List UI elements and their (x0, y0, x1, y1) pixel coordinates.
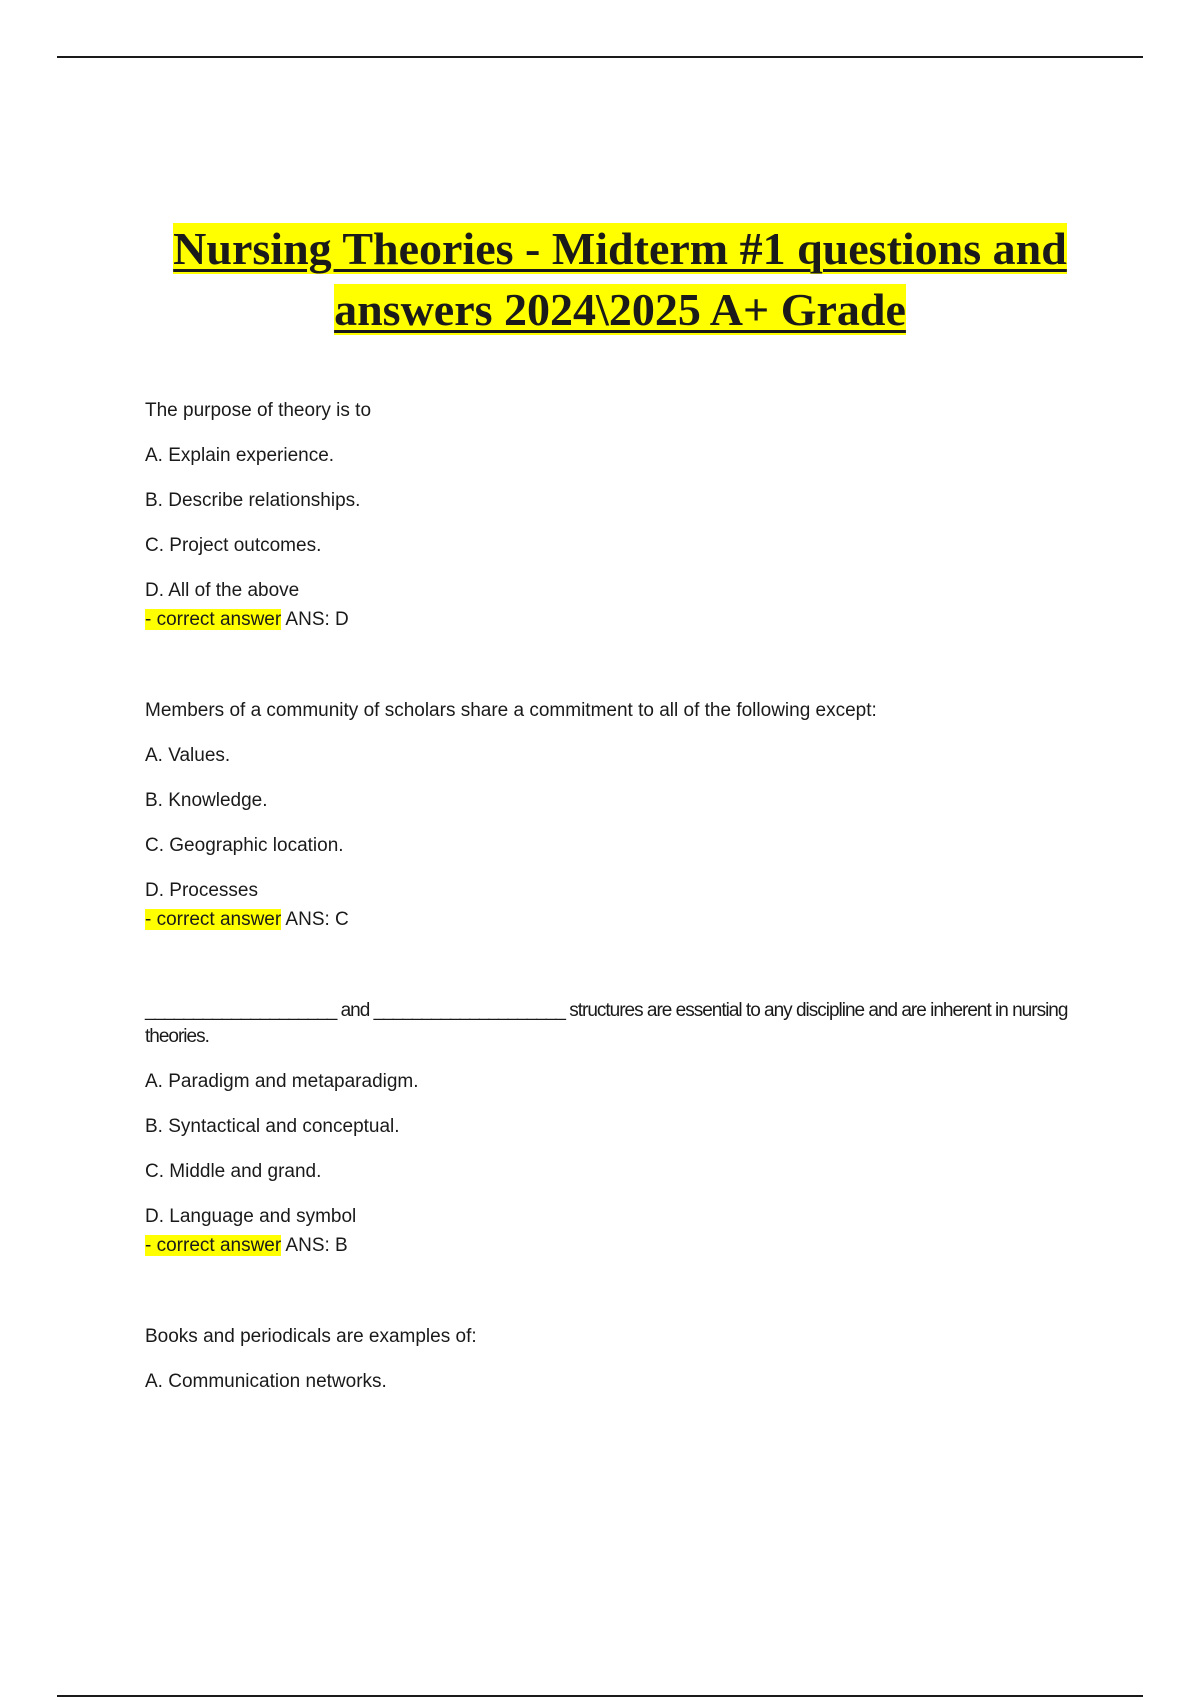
question-stem: ____________________ and ____________________ structures are essential to any discipline and are inherent in nursing theories. (145, 1000, 1068, 1047)
header-rule (57, 56, 1143, 58)
option-c: C. Project outcomes. (145, 535, 322, 556)
question-2 (145, 698, 1105, 933)
option-a: A. Explain experience. (145, 445, 335, 466)
question-4 (145, 1324, 1105, 1395)
title-line-2: answers 2024\2025 A+ Grade (334, 284, 906, 335)
option-b: B. Knowledge. (145, 790, 268, 811)
option-d: D. Processes (145, 880, 258, 901)
question-stem: The purpose of theory is to (145, 400, 372, 421)
correct-answer-tag: - correct answer (145, 609, 282, 630)
option-a: A. Communication networks. (145, 1371, 387, 1392)
answer-line (145, 907, 1105, 933)
correct-answer-tag: - correct answer (145, 1235, 282, 1256)
option-a: A. Values. (145, 745, 231, 766)
answer-line (145, 1233, 1105, 1259)
question-3 (145, 998, 1105, 1259)
option-b: B. Describe relationships. (145, 490, 361, 511)
question-1 (145, 398, 1105, 633)
option-c: C. Middle and grand. (145, 1161, 322, 1182)
question-list (145, 398, 1105, 1460)
answer-line (145, 607, 1105, 633)
option-c: C. Geographic location. (145, 835, 344, 856)
option-b: B. Syntactical and conceptual. (145, 1116, 400, 1137)
title-line-1: Nursing Theories - Midterm #1 questions and (173, 223, 1067, 274)
footer-rule (57, 1695, 1143, 1697)
answer-value: ANS: B (281, 1235, 348, 1256)
answer-value: ANS: D (281, 609, 349, 630)
option-d: D. Language and symbol (145, 1206, 357, 1227)
question-stem: Members of a community of scholars share a commitment to all of the following except: (145, 700, 877, 721)
answer-value: ANS: C (281, 909, 349, 930)
question-stem: Books and periodicals are examples of: (145, 1326, 477, 1347)
option-a: A. Paradigm and metaparadigm. (145, 1071, 419, 1092)
correct-answer-tag: - correct answer (145, 909, 282, 930)
document-title (120, 218, 1120, 340)
option-d: D. All of the above (145, 580, 300, 601)
